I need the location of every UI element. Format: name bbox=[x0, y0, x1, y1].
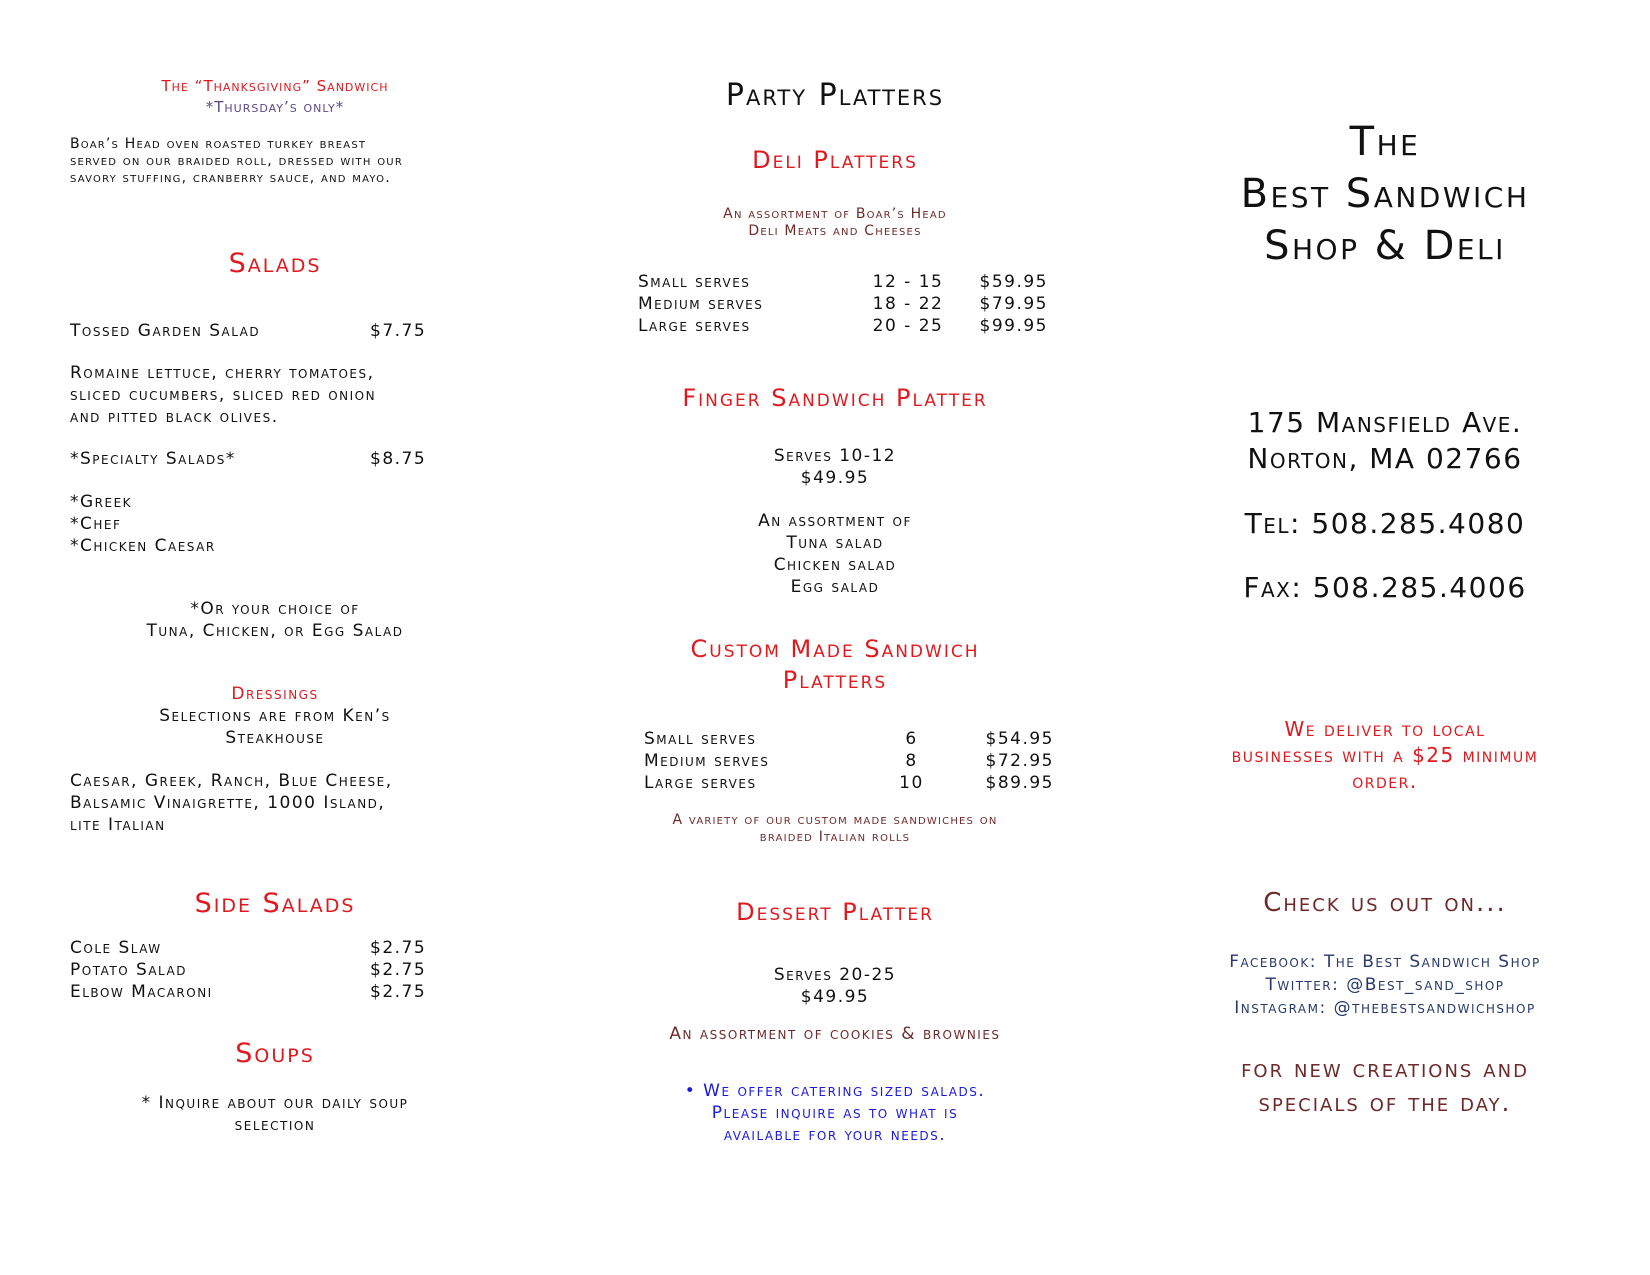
soups-title: Soups bbox=[235, 1038, 315, 1069]
instagram-link: Instagram: @thebestsandwichshop bbox=[1234, 998, 1536, 1018]
address: 175 Mansfield Ave. Norton, MA 02766 bbox=[1247, 406, 1523, 475]
table-row: Large serves 10 $89.95 bbox=[644, 773, 1054, 793]
shop-name: The Best Sandwich Shop & Deli bbox=[1240, 119, 1530, 269]
catering-note: • We offer catering sized salads. Please inquire as to what is available for your needs. bbox=[684, 1081, 986, 1145]
deli-platters-description: An assortment of Boar’s Head Deli Meats and Cheeses bbox=[723, 206, 947, 239]
custom-platters-table bbox=[644, 728, 1054, 794]
deli-platters-table bbox=[638, 271, 1048, 337]
finger-sandwich-serves: Serves 10-12 $49.95 bbox=[773, 446, 897, 488]
garden-salad-description: Romaine lettuce, cherry tomatoes, sliced cucumbers, sliced red onion and pitted black olives. bbox=[70, 363, 377, 427]
custom-platters-title: Custom Made Sandwich Platters bbox=[690, 635, 980, 694]
dessert-platter-serves: Serves 20-25 $49.95 bbox=[773, 965, 897, 1007]
dessert-platter-description: An assortment of cookies & brownies bbox=[669, 1024, 1001, 1044]
table-row: Medium serves 18 - 22 $79.95 bbox=[638, 294, 1048, 314]
custom-platters-description: A variety of our custom made sandwiches on braided Italian rolls bbox=[672, 812, 998, 845]
list-item: Elbow Macaroni $2.75 bbox=[70, 982, 427, 1002]
list-item: Potato Salad $2.75 bbox=[70, 960, 427, 980]
creations-note: for new creations and specials of the day. bbox=[1241, 1054, 1529, 1117]
specialty-salads-list: *Greek *Chef *Chicken Caesar bbox=[70, 492, 216, 556]
dressings-title: Dressings bbox=[231, 684, 319, 704]
telephone: Tel: 508.285.4080 bbox=[1244, 507, 1526, 540]
twitter-link: Twitter: @Best_sand_shop bbox=[1265, 975, 1505, 995]
finger-sandwich-assortment: An assortment of Tuna salad Chicken salad Egg salad bbox=[758, 511, 912, 597]
special-description: Boar’s Head oven roasted turkey breast served on our braided roll, dressed with our savory stuffing, cranberry sauce, and mayo. bbox=[70, 136, 403, 186]
deli-platters-title: Deli Platters bbox=[752, 146, 918, 174]
salads-title: Salads bbox=[228, 248, 322, 279]
soups-note: * Inquire about our daily soup selection bbox=[141, 1093, 409, 1135]
garden-salad-row: Tossed Garden Salad $7.75 bbox=[70, 321, 427, 341]
social-links bbox=[1170, 951, 1600, 1020]
table-row: Small serves 12 - 15 $59.95 bbox=[638, 272, 1048, 292]
check-us-out: Check us out on... bbox=[1263, 888, 1507, 918]
table-row: Small serves 6 $54.95 bbox=[644, 729, 1054, 749]
table-row: Large serves 20 - 25 $99.95 bbox=[638, 316, 1048, 336]
specialty-salads-row: *Specialty Salads* $8.75 bbox=[70, 449, 427, 469]
side-salads-list bbox=[70, 937, 480, 1003]
special-subtitle: *Thursday’s only* bbox=[205, 98, 345, 116]
dressings-note: Selections are from Ken’s Steakhouse bbox=[159, 706, 391, 748]
facebook-link: Facebook: The Best Sandwich Shop bbox=[1229, 952, 1541, 972]
salad-choice: *Or your choice of Tuna, Chicken, or Egg Salad bbox=[146, 599, 404, 641]
dressings-list: Caesar, Greek, Ranch, Blue Cheese, Balsamic Vinaigrette, 1000 Island, lite Italian bbox=[70, 771, 393, 835]
side-salads-title: Side Salads bbox=[194, 888, 356, 919]
table-row: Medium serves 8 $72.95 bbox=[644, 751, 1054, 771]
dessert-platter-title: Dessert Platter bbox=[736, 898, 934, 926]
party-platters-title: Party Platters bbox=[725, 78, 945, 113]
fax: Fax: 508.285.4006 bbox=[1243, 571, 1527, 604]
delivery-note: We deliver to local businesses with a $25 minimum order. bbox=[1231, 717, 1539, 793]
finger-sandwich-title: Finger Sandwich Platter bbox=[682, 384, 988, 412]
list-item: Cole Slaw $2.75 bbox=[70, 938, 427, 958]
special-title: The “Thanksgiving” Sandwich bbox=[161, 77, 389, 95]
